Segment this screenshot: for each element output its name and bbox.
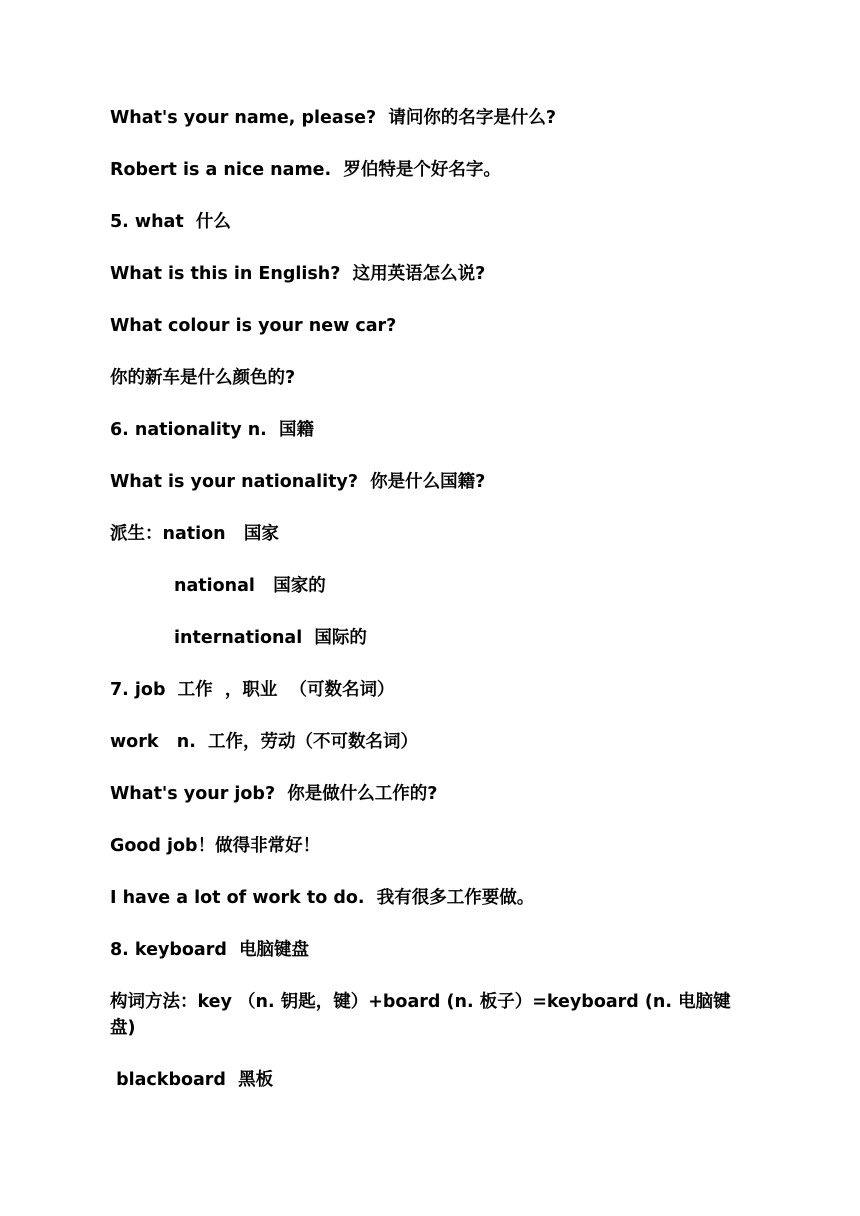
vocab-heading-what: 5. what 什么 (110, 212, 231, 232)
word-formation-keyboard: 构词方法：key （n. 钥匙，键）+board (n. 板子）=keyboard (n. 电脑键盘) (110, 992, 731, 1038)
sentence-your-job: What's your job? 你是做什么工作的? (110, 784, 438, 804)
sentence-nationality: What is your nationality? 你是什么国籍? (110, 472, 486, 492)
sentence-name-question: What's your name, please? 请问你的名字是什么? (110, 108, 557, 128)
sentence-colour-car: What colour is your new car? (110, 316, 397, 336)
vocab-heading-keyboard: 8. keyboard 电脑键盘 (110, 940, 310, 960)
sentence-robert: Robert is a nice name. 罗伯特是个好名字。 (110, 160, 501, 180)
vocab-blackboard: blackboard 黑板 (110, 1070, 274, 1090)
sentence-lot-of-work: I have a lot of work to do. 我有很多工作要做。 (110, 888, 535, 908)
sentence-this-in-english: What is this in English? 这用英语怎么说? (110, 264, 486, 284)
sentence-good-job: Good job！做得非常好！ (110, 836, 321, 856)
vocab-work: work n. 工作，劳动（不可数名词） (110, 732, 419, 752)
derivation-national: national 国家的 (174, 576, 326, 596)
derivation-international: international 国际的 (174, 628, 367, 648)
vocab-heading-nationality: 6. nationality n. 国籍 (110, 420, 314, 440)
vocab-heading-job: 7. job 工作 ，职业 （可数名词） (110, 680, 395, 700)
translation-colour-car: 你的新车是什么颜色的? (110, 368, 296, 388)
derivation-nation: 派生：nation 国家 (110, 524, 279, 544)
